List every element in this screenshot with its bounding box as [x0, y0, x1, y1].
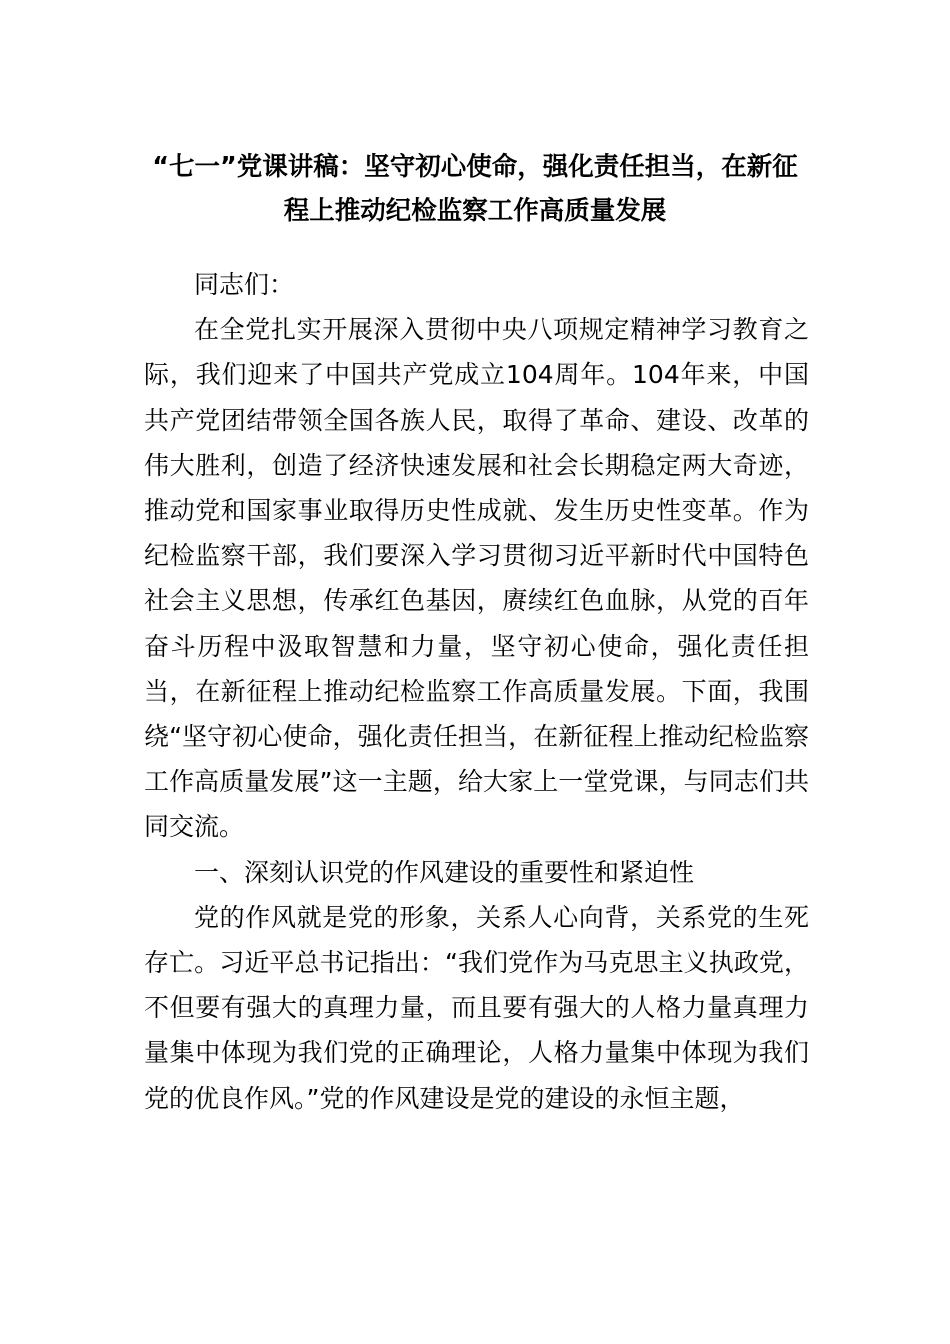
paragraph-section-1: 党的作风就是党的形象，关系人心向背，关系党的生死存亡。习近平总书记指出：“我们党作为马克思主义执政党，不但要有强大的真理力量，而且要有强大的人格力量真理力量集中体现为我们党的正确理论，人格力量集中体现为我们党的优良作风。”党的作风建设是党的建设的永恒主题， — [144, 902, 809, 1113]
salutation: 同志们： — [194, 270, 295, 299]
section-heading-1: 一、深刻认识党的作风建设的重要性和紧迫性 — [194, 857, 695, 887]
paragraph-intro: 在全党扎实开展深入贯彻中央八项规定精神学习教育之际，我们迎来了中国共产党成立104周年。104年来，中国共产党团结带领全国各族人民，取得了革命、建设、改革的伟大胜利，创造了经济快速发展和社会长期稳定两大奇迹，推动党和国家事业取得历史性成就、发生历史性变革。作为纪检监察干部，我们要深入学习贯彻习近平新时代中国特色社会主义思想，传承红色基因，赓续红色血脉，从党的百年奋斗历程中汲取智慧和力量，坚守初心使命，强化责任担当，在新征程上推动纪检监察工作高质量发展。下面，我围绕“坚守初心使命，强化责任担当，在新征程上推动纪检监察工作高质量发展”这一主题，给大家上一堂党课，与同志们共同交流。 — [144, 315, 809, 842]
document-title: “七一”党课讲稿：坚守初心使命，强化责任担当，在新征程上推动纪检监察工作高质量发展 — [152, 152, 798, 226]
document-body — [144, 262, 809, 1121]
